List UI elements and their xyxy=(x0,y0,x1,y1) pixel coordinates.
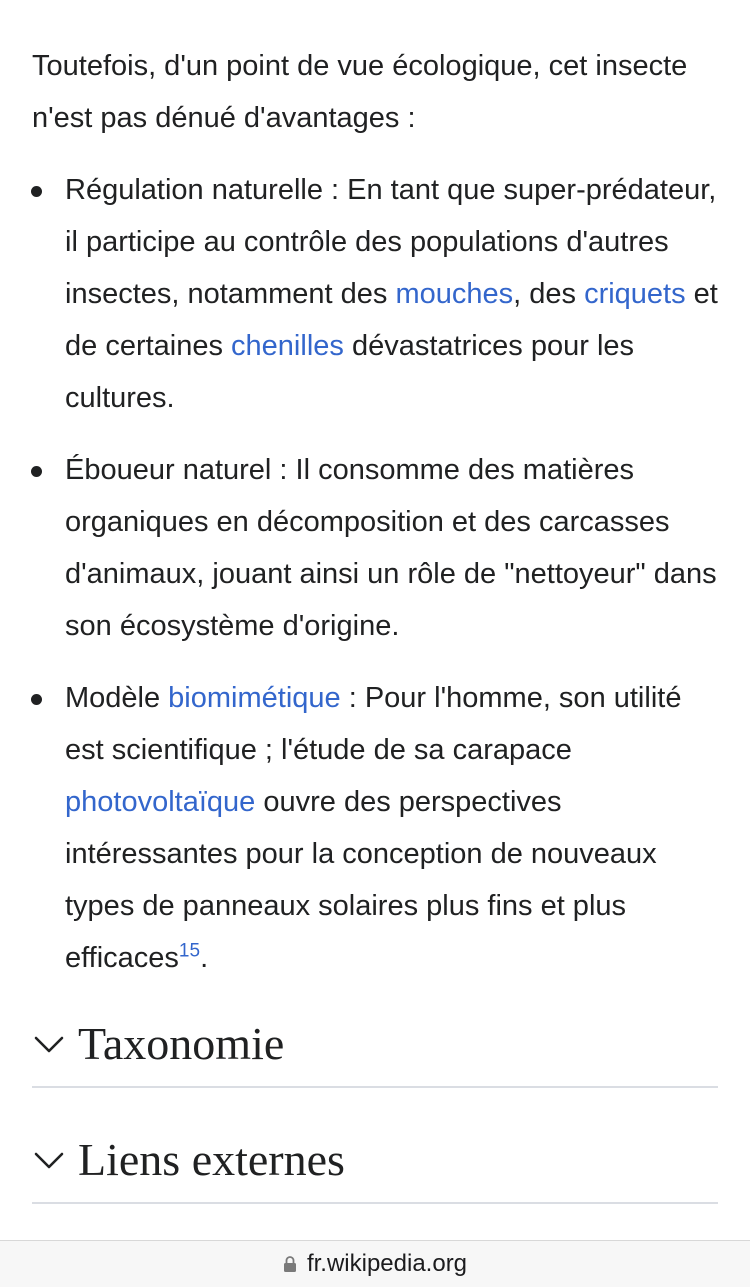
link-photovoltaique[interactable]: photovoltaïque xyxy=(65,786,256,818)
reference-superscript xyxy=(179,940,200,961)
link-chenilles[interactable]: chenilles xyxy=(231,330,344,362)
lock-icon xyxy=(283,1255,297,1273)
section-taxonomie[interactable] xyxy=(32,1002,718,1088)
list-item xyxy=(32,164,718,424)
link-biomimetique[interactable]: biomimétique xyxy=(168,682,341,714)
browser-url-bar[interactable] xyxy=(0,1240,750,1287)
bullet-point xyxy=(31,694,42,705)
chevron-down-icon xyxy=(32,1143,66,1177)
intro-paragraph: Toutefois, d'un point de vue écologique, cet insecte n'est pas dénué d'avantages : xyxy=(32,50,688,134)
bullet-point xyxy=(31,466,42,477)
advantages-list xyxy=(32,164,718,984)
list-item xyxy=(32,672,718,984)
item-text: . xyxy=(200,942,209,974)
section-liens-externes[interactable] xyxy=(32,1118,718,1204)
item-text: ouvre des perspectives intéressantes pour la conception de nouveaux types de panneaux solaires plus fins et plus efficaces xyxy=(65,786,657,974)
bullet-point xyxy=(31,186,42,197)
url-text: fr.wikipedia.org xyxy=(306,1250,468,1277)
item-text: Éboueur naturel : Il consomme des matières organiques en décomposition et des carcasses d'animaux, jouant ainsi un rôle de "nettoyeur" dans son écosystème d'origine. xyxy=(65,454,717,642)
section-title: Liens externes xyxy=(78,1134,345,1185)
list-item xyxy=(32,444,718,652)
item-text: dévastatrices pour les cultures. xyxy=(65,330,635,414)
chevron-down-icon xyxy=(32,1027,66,1061)
reference-link[interactable]: 15 xyxy=(178,940,201,962)
link-criquets[interactable]: criquets xyxy=(584,278,686,310)
item-text: et de certaines xyxy=(65,278,718,362)
item-text: : Pour l'homme, son utilité est scientifique ; l'étude de sa carapace xyxy=(65,682,682,766)
item-text: Modèle xyxy=(65,682,169,714)
article-content xyxy=(32,40,718,1004)
item-text: , des xyxy=(513,278,585,310)
item-text: Régulation naturelle : En tant que super-prédateur, il participe au contrôle des populations d'autres insectes, notamment des xyxy=(65,174,717,310)
link-mouches[interactable]: mouches xyxy=(395,278,514,310)
section-title: Taxonomie xyxy=(78,1018,285,1069)
